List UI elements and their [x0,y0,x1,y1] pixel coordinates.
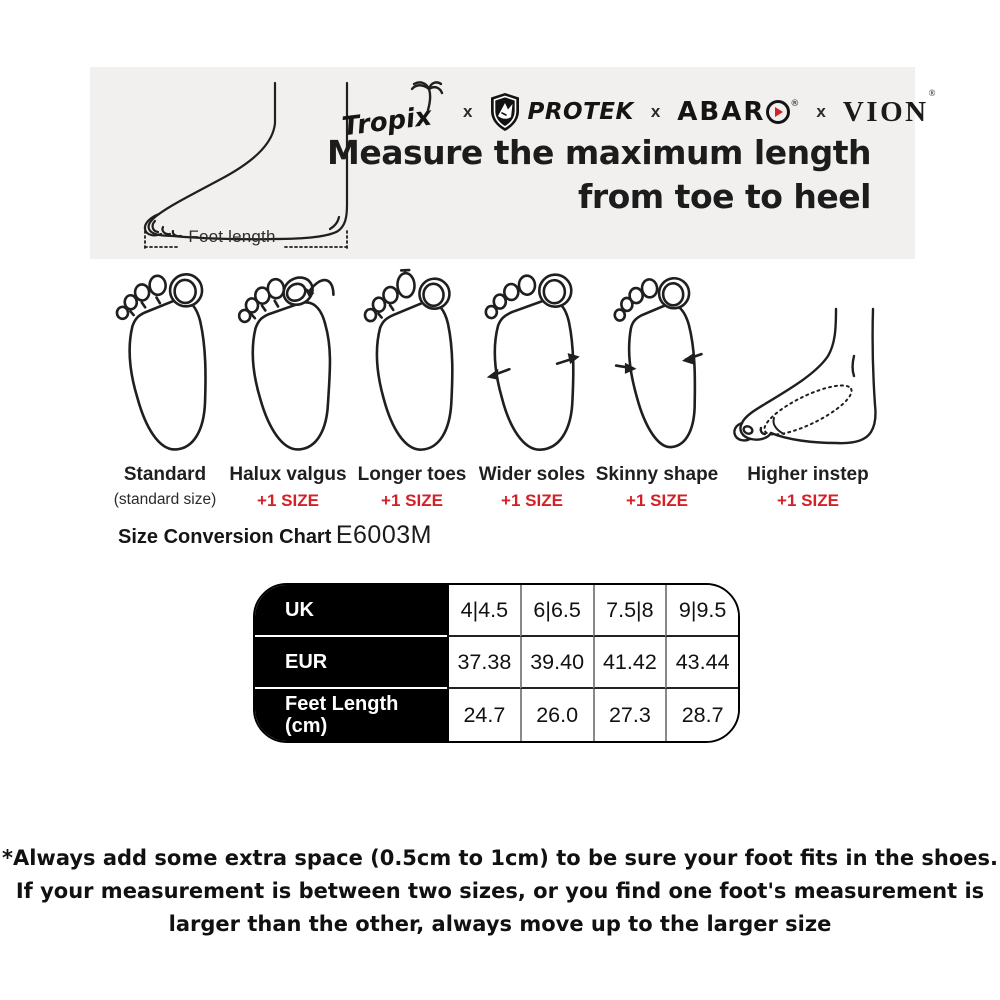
abaro-play-icon [766,100,790,124]
feet-length-value: 24.7 [447,689,520,741]
foot-type-note: +1 SIZE [501,491,563,510]
size-chart-title-label: Size Conversion Chart [118,526,332,548]
foot-type-label: Halux valgus [229,464,347,485]
brand-protek-label: PROTEK [527,99,634,125]
brand-abaro [677,97,799,127]
measure-header-panel [90,67,936,259]
foot-figure-halux-valgus [224,268,352,511]
higher-instep-foot-icon [728,306,888,456]
eur-value: 39.40 [520,637,593,689]
foot-type-label: Wider soles [478,464,586,485]
foot-type-label: Standard [123,464,207,485]
foot-figure-wider-soles [472,268,592,511]
measure-headline [327,131,871,219]
foot-figure-standard [98,268,232,509]
footnote-line: *Always add some extra space (0.5cm to 1cm) to be sure your foot fits in the shoes. [1,846,998,870]
logo-separator: x [816,102,826,121]
feet-length-value: 26.0 [520,689,593,741]
row-header-uk: UK [255,585,447,637]
size-chart-title [118,521,432,550]
registered-mark: ® [790,99,800,109]
uk-value: 7.5|8 [593,585,666,637]
feet-length-value: 28.7 [665,689,738,741]
headline-line-2: from toe to heel [578,177,871,216]
row-header-eur: EUR [255,637,447,689]
brand-tropix-label: Tropix [340,101,434,143]
size-conversion-table [253,583,740,743]
brand-abaro-label: ABAR [677,97,766,127]
foot-figure-higher-instep [724,268,892,511]
foot-type-note: +1 SIZE [626,491,688,510]
foot-type-note: +1 SIZE [381,491,443,510]
brand-vion-label: VION [842,95,929,128]
fitting-advice-note [0,842,1000,941]
eur-value: 41.42 [593,637,666,689]
eur-value: 37.38 [447,637,520,689]
brand-vion [842,87,936,129]
row-header-feet-length: Feet Length (cm) [255,689,447,741]
uk-value: 9|9.5 [665,585,738,637]
foot-type-label: Higher instep [747,464,869,485]
registered-mark: ® [928,87,936,98]
foot-type-note: (standard size) [113,491,217,508]
uk-value: 4|4.5 [447,585,520,637]
model-code: E6003M [335,521,432,549]
foot-type-label: Longer toes [357,464,467,485]
foot-figure-longer-toes [350,268,474,511]
halux-valgus-foot-icon [229,268,347,456]
skinny-shape-foot-icon [598,268,716,456]
foot-type-note: +1 SIZE [257,491,319,510]
footnote-line: larger than the other, always move up to the larger size [168,912,832,936]
feet-length-value: 27.3 [593,689,666,741]
longer-toes-foot-icon [353,268,471,456]
standard-foot-icon [106,268,224,456]
foot-length-label: Foot length [188,227,276,246]
footnote-line: If your measurement is between two sizes, or you find one foot's measurement is [15,879,985,903]
foot-figure-skinny-shape [594,268,720,511]
headline-line-1: Measure the maximum length [327,133,871,172]
shield-icon [489,92,521,132]
foot-type-note: +1 SIZE [777,491,839,510]
wider-soles-foot-icon [473,268,591,456]
eur-value: 43.44 [665,637,738,689]
brand-protek [489,92,633,132]
foot-type-label: Skinny shape [595,464,719,485]
logo-separator: x [463,102,473,121]
uk-value: 6|6.5 [520,585,593,637]
logo-separator: x [650,102,661,121]
